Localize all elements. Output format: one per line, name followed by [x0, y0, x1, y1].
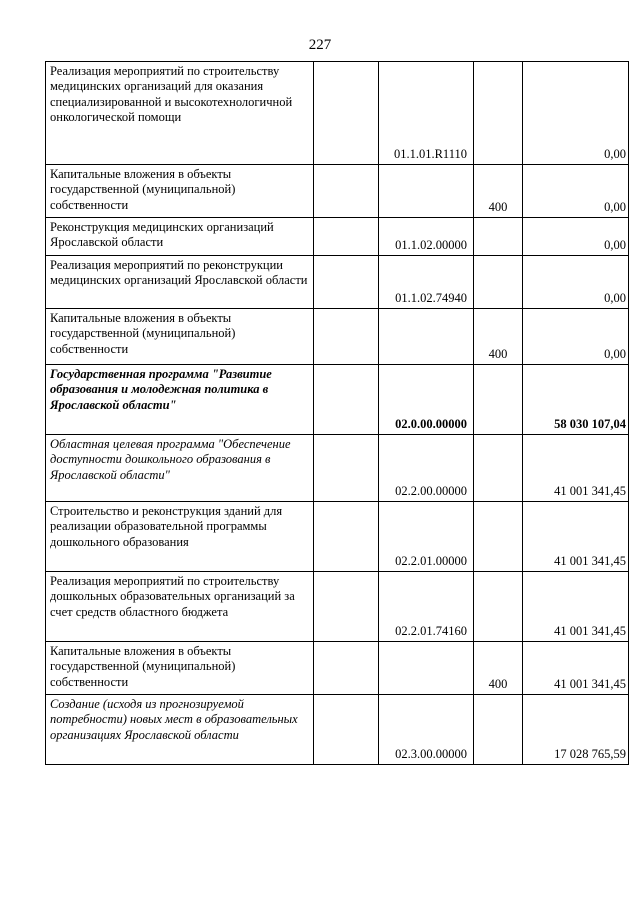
row-name-cell: Реконструкция медицинских организаций Ярославской области: [46, 218, 314, 256]
row-code-cell: [379, 165, 474, 218]
table-row: [46, 256, 629, 309]
table-row: [46, 502, 629, 572]
empty-cell: [314, 695, 379, 765]
row-code-cell: 02.2.01.00000: [379, 502, 474, 572]
row-code-cell: 02.0.00.00000: [379, 365, 474, 435]
row-amount-cell: 58 030 107,04: [523, 365, 629, 435]
row-amount-cell: 0,00: [523, 218, 629, 256]
row-expense-type-cell: [474, 435, 523, 502]
table-row: [46, 165, 629, 218]
row-name-cell: Капитальные вложения в объекты государственной (муниципальной) собственности: [46, 642, 314, 695]
row-code-cell: [379, 642, 474, 695]
row-amount-cell: 0,00: [523, 165, 629, 218]
row-code-cell: 02.3.00.00000: [379, 695, 474, 765]
row-expense-type-cell: [474, 572, 523, 642]
row-name-cell: Капитальные вложения в объекты государственной (муниципальной) собственности: [46, 309, 314, 365]
budget-table: [45, 61, 629, 765]
row-name-cell: Государственная программа "Развитие образования и молодежная политика в Ярославской области": [46, 365, 314, 435]
row-name-cell: Создание (исходя из прогнозируемой потребности) новых мест в образовательных организациях Ярославской области: [46, 695, 314, 765]
row-amount-cell: 0,00: [523, 62, 629, 165]
row-code-cell: 01.1.02.74940: [379, 256, 474, 309]
row-name-cell: Областная целевая программа "Обеспечение доступности дошкольного образования в Ярославской области": [46, 435, 314, 502]
row-amount-cell: 41 001 341,45: [523, 572, 629, 642]
table-row: [46, 642, 629, 695]
page-number: 227: [308, 37, 332, 53]
row-expense-type-cell: [474, 502, 523, 572]
row-name-cell: Капитальные вложения в объекты государственной (муниципальной) собственности: [46, 165, 314, 218]
row-amount-cell: 41 001 341,45: [523, 642, 629, 695]
table-row: [46, 572, 629, 642]
row-expense-type-cell: 400: [474, 309, 523, 365]
row-expense-type-cell: 400: [474, 642, 523, 695]
row-amount-cell: 0,00: [523, 256, 629, 309]
row-name-cell: Реализация мероприятий по строительству медицинских организаций для оказания специализированной и высокотехнологичной онкологической помощи: [46, 62, 314, 165]
row-code-cell: 01.1.01.R1110: [379, 62, 474, 165]
table-row: [46, 695, 629, 765]
empty-cell: [314, 365, 379, 435]
empty-cell: [314, 165, 379, 218]
row-amount-cell: 0,00: [523, 309, 629, 365]
row-expense-type-cell: [474, 256, 523, 309]
table-row: [46, 218, 629, 256]
empty-cell: [314, 435, 379, 502]
row-code-cell: [379, 309, 474, 365]
row-code-cell: 02.2.00.00000: [379, 435, 474, 502]
table-row: [46, 309, 629, 365]
table-row: [46, 435, 629, 502]
row-name-cell: Реализация мероприятий по реконструкции медицинских организаций Ярославской области: [46, 256, 314, 309]
empty-cell: [314, 218, 379, 256]
empty-cell: [314, 309, 379, 365]
table-row: [46, 365, 629, 435]
empty-cell: [314, 642, 379, 695]
empty-cell: [314, 256, 379, 309]
row-expense-type-cell: 400: [474, 165, 523, 218]
row-expense-type-cell: [474, 695, 523, 765]
empty-cell: [314, 572, 379, 642]
row-name-cell: Строительство и реконструкция зданий для реализации образовательной программы дошкольного образования: [46, 502, 314, 572]
row-expense-type-cell: [474, 365, 523, 435]
row-code-cell: 01.1.02.00000: [379, 218, 474, 256]
row-expense-type-cell: [474, 218, 523, 256]
table-row: [46, 62, 629, 165]
empty-cell: [314, 502, 379, 572]
empty-cell: [314, 62, 379, 165]
row-amount-cell: 17 028 765,59: [523, 695, 629, 765]
row-expense-type-cell: [474, 62, 523, 165]
row-name-cell: Реализация мероприятий по строительству дошкольных образовательных организаций за счет средств областного бюджета: [46, 572, 314, 642]
row-amount-cell: 41 001 341,45: [523, 502, 629, 572]
row-amount-cell: 41 001 341,45: [523, 435, 629, 502]
row-code-cell: 02.2.01.74160: [379, 572, 474, 642]
